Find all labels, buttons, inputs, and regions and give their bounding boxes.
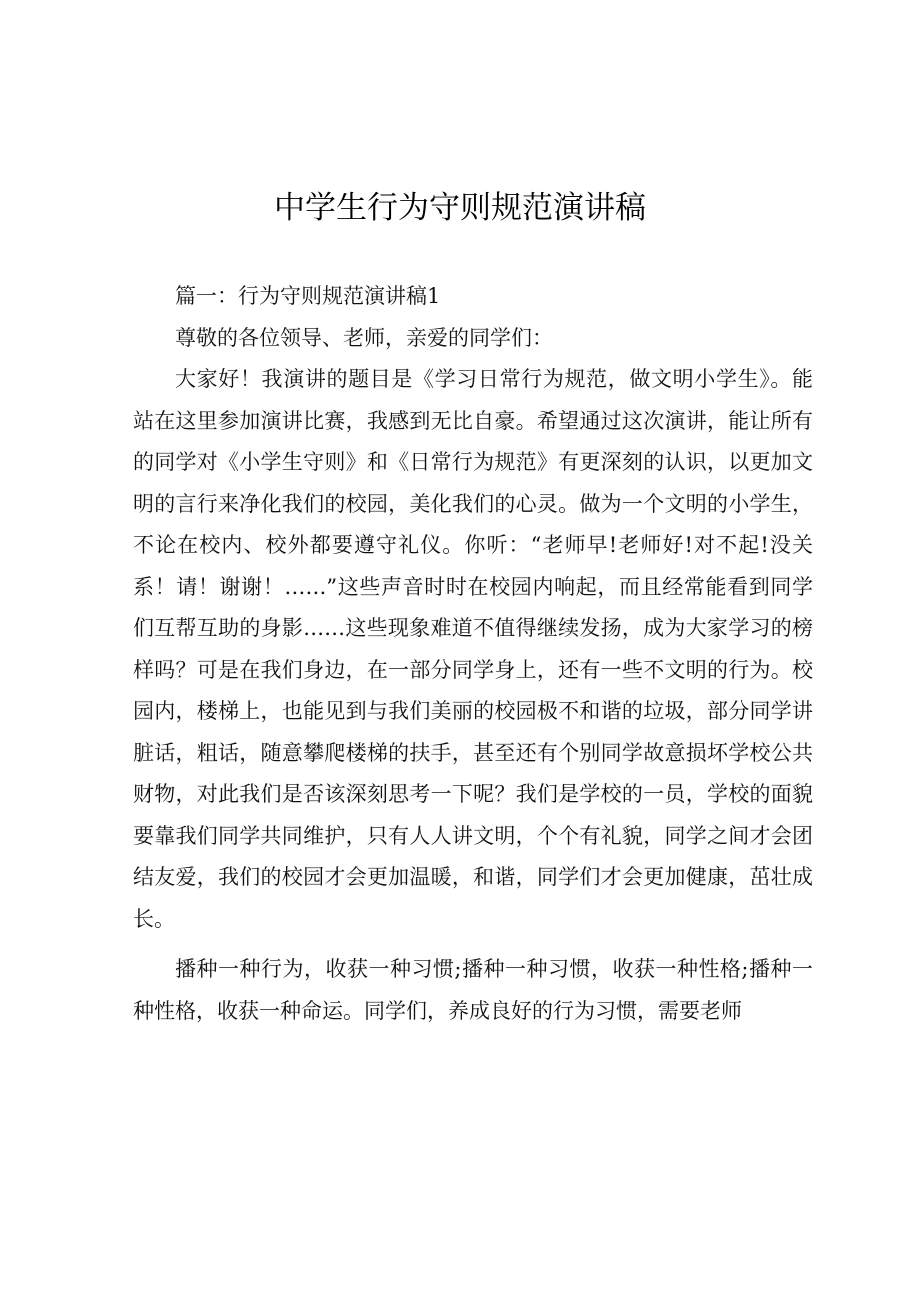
paragraph-1: 大家好！我演讲的题目是《学习日常行为规范，做文明小学生》。能站在这里参加演讲比赛，我感到无比自豪。希望通过这次演讲，能让所有的同学对《小学生守则》和《日常行为规范》有更深刻的认识，以更加文明的言行来净化我们的校园，美化我们的心灵。做为一个文明的小学生，不论在校内、校外都要遵守礼仪。你听：“老师早!老师好!对不起!没关系！请！谢谢！……”这些声音时时在校园内响起，而且经常能看到同学们互帮互助的身影……这些现象难道不值得继续发扬，成为大家学习的榜样吗？可是在我们身边，在一部分同学身上，还有一些不文明的行为。校园内，楼梯上，也能见到与我们美丽的校园极不和谐的垃圾，部分同学讲脏话，粗话，随意攀爬楼梯的扶手，甚至还有个别同学故意损坏学校公共财物，对此我们是否该深刻思考一下呢？我们是学校的一员，学校的面貌要靠我们同学共同维护，只有人人讲文明，个个有礼貌，同学之间才会团结友爱，我们的校园才会更加温暖，和谐，同学们才会更加健康，茁壮成长。 <box>133 367 813 931</box>
document-body <box>133 276 813 1032</box>
section-heading: 篇一：行为守则规范演讲稿1 <box>175 284 441 308</box>
salutation: 尊敬的各位领导、老师，亲爱的同学们： <box>175 325 553 350</box>
paragraph-2: 播种一种行为，收获一种习惯;播种一种习惯，收获一种性格;播种一种性格，收获一种命运。同学们，养成良好的行为习惯，需要老师 <box>133 957 813 1023</box>
document-title: 中学生行为守则规范演讲稿 <box>274 190 646 226</box>
